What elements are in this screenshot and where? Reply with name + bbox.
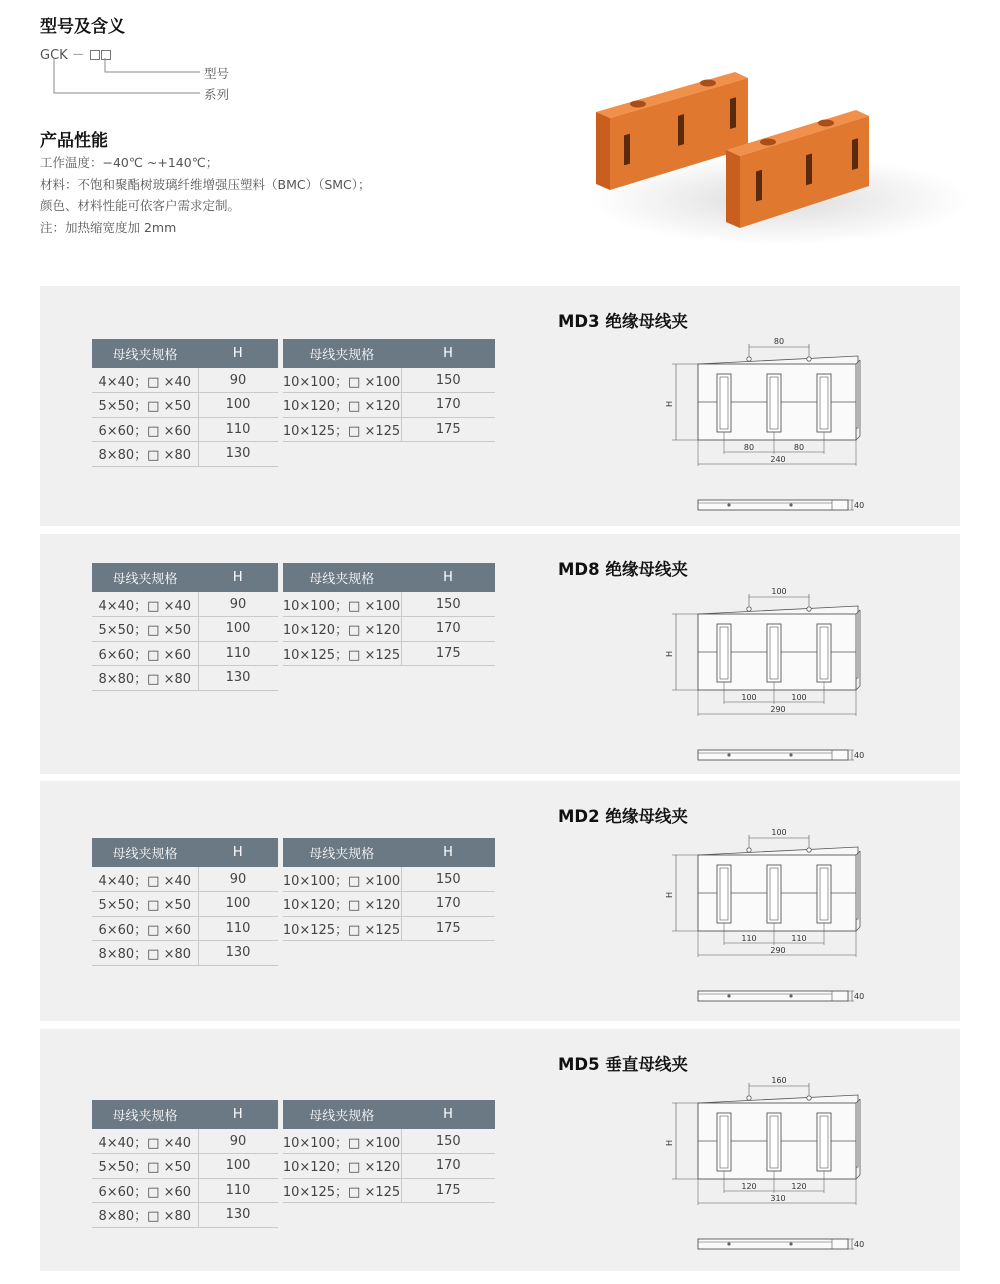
dim-h-label: H xyxy=(665,1139,674,1147)
dim-left-label: 110 xyxy=(741,934,757,943)
h-cell: 175 xyxy=(401,916,495,941)
spec-cell: 8×80；□ ×80 xyxy=(92,442,198,467)
table-row xyxy=(92,1178,495,1203)
panel-title: MD5 垂直母线夹 xyxy=(558,1055,688,1074)
header-h: H xyxy=(198,339,280,368)
spec-cell: 10×125；□ ×125 xyxy=(280,417,401,442)
h-cell: 130 xyxy=(198,666,280,691)
dim-thickness-label: 40 xyxy=(854,501,865,510)
drawing-hole xyxy=(807,848,811,852)
h-cell: 100 xyxy=(198,393,280,418)
h-cell: 100 xyxy=(198,617,280,642)
table-header-row xyxy=(92,563,495,592)
spec-cell: 10×120；□ ×120 xyxy=(280,1154,401,1179)
spec-cell xyxy=(280,1203,401,1228)
table-row xyxy=(92,442,495,467)
dim-top-label: 100 xyxy=(771,828,787,837)
drawing-hole xyxy=(807,607,811,611)
h-cell: 110 xyxy=(198,1178,280,1203)
h-cell xyxy=(401,442,495,467)
drawing-side-view xyxy=(698,1239,848,1249)
drawing-slot xyxy=(717,374,731,432)
dim-thickness-label: 40 xyxy=(854,1240,865,1249)
performance-line: 注：加热缩宽度加 2mm xyxy=(40,219,177,235)
spec-cell: 10×125；□ ×125 xyxy=(280,641,401,666)
spec-cell xyxy=(280,941,401,966)
dim-total-label: 240 xyxy=(770,455,786,464)
product-panel-3 xyxy=(40,781,960,1021)
performance-line: 颜色、材料性能可依客户需求定制。 xyxy=(40,198,241,213)
dim-right-label: 120 xyxy=(791,1182,807,1191)
dim-right-label: 100 xyxy=(791,693,807,702)
spec-cell: 10×100；□ ×100 xyxy=(280,368,401,393)
drawing-hole xyxy=(807,357,811,361)
spec-cell: 8×80；□ ×80 xyxy=(92,941,198,966)
spec-cell: 10×125；□ ×125 xyxy=(280,1178,401,1203)
spec-cell: 10×100；□ ×100 xyxy=(280,592,401,617)
table-row xyxy=(92,892,495,917)
header-h: H xyxy=(401,838,495,867)
drawing-side-view xyxy=(698,750,848,760)
spec-cell: 5×50；□ ×50 xyxy=(92,1154,198,1179)
drawing-hole xyxy=(747,357,751,361)
dim-total-label: 290 xyxy=(770,946,786,955)
h-cell xyxy=(401,1203,495,1228)
spec-cell: 6×60；□ ×60 xyxy=(92,641,198,666)
h-cell xyxy=(401,941,495,966)
h-cell: 175 xyxy=(401,417,495,442)
performance-line: 材料：不饱和聚酯树玻璃纤维增强压塑料（BMC）（SMC）； xyxy=(40,176,371,192)
spec-cell xyxy=(280,666,401,691)
drawing-slot xyxy=(767,624,781,682)
h-cell: 110 xyxy=(198,641,280,666)
spec-cell: 10×100；□ ×100 xyxy=(280,1129,401,1154)
model-code-prefix: GCK － xyxy=(40,48,85,63)
h-cell: 175 xyxy=(401,1178,495,1203)
spec-cell: 10×120；□ ×120 xyxy=(280,393,401,418)
table-row xyxy=(92,916,495,941)
spec-cell: 4×40；□ ×40 xyxy=(92,592,198,617)
spec-cell: 6×60；□ ×60 xyxy=(92,916,198,941)
spec-table xyxy=(92,838,495,966)
h-cell: 130 xyxy=(198,941,280,966)
drawing-slot xyxy=(767,374,781,432)
dim-left-label: 120 xyxy=(741,1182,757,1191)
spec-cell: 4×40；□ ×40 xyxy=(92,1129,198,1154)
performance-text xyxy=(40,152,371,238)
header-h: H xyxy=(401,1100,495,1129)
panel-title: MD2 绝缘母线夹 xyxy=(558,807,688,826)
h-cell: 100 xyxy=(198,1154,280,1179)
h-cell: 100 xyxy=(198,892,280,917)
spec-cell: 8×80；□ ×80 xyxy=(92,666,198,691)
drawing-slot xyxy=(717,624,731,682)
spec-table xyxy=(92,563,495,691)
h-cell: 90 xyxy=(198,1129,280,1154)
dim-right-label: 80 xyxy=(793,443,805,452)
table-row xyxy=(92,417,495,442)
branch-series-label: 系列 xyxy=(204,87,230,102)
h-cell: 170 xyxy=(401,892,495,917)
dim-thickness-label: 40 xyxy=(854,992,865,1001)
model-meaning-title: 型号及含义 xyxy=(40,17,125,37)
dim-left-label: 100 xyxy=(741,693,757,702)
h-cell: 170 xyxy=(401,393,495,418)
spec-cell: 8×80；□ ×80 xyxy=(92,1203,198,1228)
header-h: H xyxy=(198,838,280,867)
h-cell: 110 xyxy=(198,417,280,442)
table-row xyxy=(92,666,495,691)
spec-cell: 5×50；□ ×50 xyxy=(92,617,198,642)
branch-model-label: 型号 xyxy=(204,66,230,81)
spec-cell: 4×40；□ ×40 xyxy=(92,867,198,892)
drawing-side-view xyxy=(698,991,848,1001)
product-panel-1 xyxy=(40,286,960,526)
h-cell: 110 xyxy=(198,916,280,941)
spec-table xyxy=(92,1100,495,1228)
spec-cell: 5×50；□ ×50 xyxy=(92,892,198,917)
dim-h-label: H xyxy=(665,891,674,899)
spec-cell: 5×50；□ ×50 xyxy=(92,393,198,418)
h-cell xyxy=(401,666,495,691)
spec-table xyxy=(92,339,495,467)
table-row xyxy=(92,393,495,418)
h-cell: 150 xyxy=(401,592,495,617)
drawing-slot xyxy=(817,865,831,923)
h-cell: 150 xyxy=(401,867,495,892)
table-row xyxy=(92,867,495,892)
header-h: H xyxy=(401,563,495,592)
h-cell: 90 xyxy=(198,867,280,892)
spec-cell: 6×60；□ ×60 xyxy=(92,417,198,442)
drawing-slot xyxy=(817,1113,831,1171)
spec-cell: 10×120；□ ×120 xyxy=(280,617,401,642)
h-cell: 130 xyxy=(198,1203,280,1228)
busbar-clamp-product-image xyxy=(580,50,980,250)
spec-cell xyxy=(280,442,401,467)
dimension-drawing xyxy=(660,336,865,536)
table-row xyxy=(92,641,495,666)
drawing-slot xyxy=(767,865,781,923)
header-spec: 母线夹规格 xyxy=(92,1100,198,1129)
table-row xyxy=(92,1203,495,1228)
spec-cell: 6×60；□ ×60 xyxy=(92,1178,198,1203)
dim-left-label: 80 xyxy=(743,443,755,452)
drawing-hole xyxy=(747,848,751,852)
spec-cell: 10×100；□ ×100 xyxy=(280,867,401,892)
spec-cell: 10×120；□ ×120 xyxy=(280,892,401,917)
drawing-slot xyxy=(767,1113,781,1171)
drawing-hole xyxy=(747,1096,751,1100)
product-panel-4 xyxy=(40,1029,960,1271)
panel-title: MD3 绝缘母线夹 xyxy=(558,312,688,331)
drawing-hole xyxy=(807,1096,811,1100)
table-row xyxy=(92,368,495,393)
performance-line: 工作温度：−40℃ ~+140℃； xyxy=(40,155,219,170)
table-row xyxy=(92,1154,495,1179)
header-spec: 母线夹规格 xyxy=(280,339,401,368)
table-row xyxy=(92,592,495,617)
table-row xyxy=(92,941,495,966)
dim-h-label: H xyxy=(665,650,674,658)
performance-title: 产品性能 xyxy=(40,131,108,151)
panel-title: MD8 绝缘母线夹 xyxy=(558,560,688,579)
table-header-row xyxy=(92,1100,495,1129)
drawing-side-view xyxy=(698,500,848,510)
drawing-slot xyxy=(717,1113,731,1171)
header-spec: 母线夹规格 xyxy=(280,838,401,867)
drawing-slot xyxy=(717,865,731,923)
h-cell: 170 xyxy=(401,617,495,642)
dimension-drawing xyxy=(660,586,865,786)
dimension-drawing xyxy=(660,1075,865,1275)
h-cell: 90 xyxy=(198,592,280,617)
header-spec: 母线夹规格 xyxy=(280,1100,401,1129)
dim-top-label: 100 xyxy=(771,587,787,596)
header-h: H xyxy=(198,563,280,592)
dimension-drawing xyxy=(660,827,865,1027)
header-spec: 母线夹规格 xyxy=(92,563,198,592)
table-header-row xyxy=(92,339,495,368)
header-spec: 母线夹规格 xyxy=(92,838,198,867)
spec-cell: 10×125；□ ×125 xyxy=(280,916,401,941)
h-cell: 150 xyxy=(401,1129,495,1154)
spec-cell: 4×40；□ ×40 xyxy=(92,368,198,393)
table-row xyxy=(92,617,495,642)
header-h: H xyxy=(401,339,495,368)
h-cell: 150 xyxy=(401,368,495,393)
drawing-slot xyxy=(817,374,831,432)
dim-right-label: 110 xyxy=(791,934,807,943)
header-spec: 母线夹规格 xyxy=(92,339,198,368)
h-cell: 170 xyxy=(401,1154,495,1179)
product-panel-2 xyxy=(40,534,960,774)
h-cell: 130 xyxy=(198,442,280,467)
h-cell: 175 xyxy=(401,641,495,666)
drawing-slot xyxy=(817,624,831,682)
table-row xyxy=(92,1129,495,1154)
h-cell: 90 xyxy=(198,368,280,393)
dim-total-label: 310 xyxy=(770,1194,786,1203)
dim-total-label: 290 xyxy=(770,705,786,714)
dim-h-label: H xyxy=(665,400,674,408)
dim-thickness-label: 40 xyxy=(854,751,865,760)
dim-top-label: 80 xyxy=(773,337,785,346)
table-header-row xyxy=(92,838,495,867)
dim-top-label: 160 xyxy=(771,1076,787,1085)
header-spec: 母线夹规格 xyxy=(280,563,401,592)
drawing-hole xyxy=(747,607,751,611)
header-h: H xyxy=(198,1100,280,1129)
